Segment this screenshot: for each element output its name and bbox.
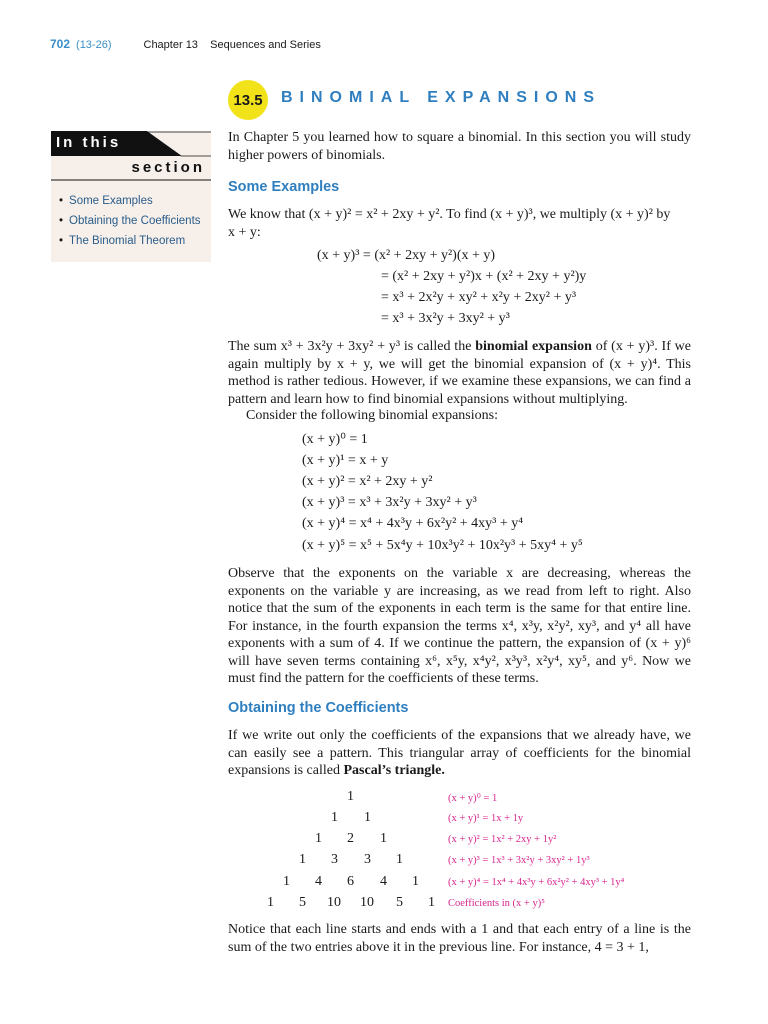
examples-paragraph-1 — [228, 206, 691, 241]
triangle-annotation: (x + y)⁴ = 1x⁴ + 4x³y + 6x²y² + 4xy³ + 1y⁴ — [448, 877, 625, 888]
triangle-entry: 10 — [360, 895, 374, 910]
expansion-0: (x + y)⁰ = 1 — [302, 432, 368, 447]
para2-text-pre: The sum x³ + 3x²y + 3xy² + y³ is called the — [228, 339, 476, 354]
triangle-entry: 1 — [364, 810, 371, 825]
sidebar-item-binomial-theorem[interactable]: • The Binomial Theorem — [59, 231, 201, 251]
heading-obtaining-coefficients: Obtaining the Coefficients — [228, 700, 409, 716]
triangle-entry: 1 — [315, 831, 322, 846]
derivation-line-4: = x³ + 3x²y + 3xy² + y³ — [381, 311, 510, 326]
expansion-1: (x + y)¹ = x + y — [302, 453, 389, 468]
sidebar-topic-list — [59, 191, 201, 251]
triangle-entry: 1 — [283, 874, 290, 889]
triangle-entry: 1 — [331, 810, 338, 825]
section-title: BINOMIAL EXPANSIONS — [281, 89, 601, 106]
triangle-entry: 1 — [267, 895, 274, 910]
chapter-label: Chapter 13 Sequences and Series — [143, 39, 321, 51]
triangle-entry: 1 — [412, 874, 419, 889]
sidebar-title-line1: In this — [56, 134, 122, 151]
derivation-line-2: = (x² + 2xy + y²)x + (x² + 2xy + y²)y — [381, 269, 587, 284]
expansion-4: (x + y)⁴ = x⁴ + 4x³y + 6x²y² + 4xy³ + y⁴ — [302, 516, 524, 531]
triangle-entry: 3 — [364, 852, 371, 867]
triangle-entry: 1 — [380, 831, 387, 846]
triangle-entry: 4 — [380, 874, 387, 889]
examples-paragraph-3: Consider the following binomial expansions: — [246, 408, 498, 423]
triangle-annotation: (x + y)³ = 1x³ + 3x²y + 3xy² + 1y³ — [448, 855, 590, 866]
triangle-entry: 1 — [347, 789, 354, 804]
triangle-annotation: (x + y)² = 1x² + 2xy + 1y² — [448, 834, 557, 845]
page-number: 702 — [50, 37, 71, 51]
term-pascals-triangle: Pascal’s triangle. — [343, 763, 445, 778]
sidebar-item-some-examples[interactable]: • Some Examples — [59, 191, 201, 211]
triangle-entry: 1 — [396, 852, 403, 867]
expansion-5: (x + y)⁵ = x⁵ + 5x⁴y + 10x³y² + 10x²y³ + 5xy⁴ + y⁵ — [302, 538, 583, 553]
derivation-line-3: = x³ + 2x²y + xy² + x²y + 2xy² + y³ — [381, 290, 577, 305]
sidebar-item-obtaining-coefficients[interactable]: • Obtaining the Coefficients — [59, 211, 201, 231]
triangle-entry: 4 — [315, 874, 322, 889]
intro-paragraph: In Chapter 5 you learned how to square a binomial. In this section you will study higher powers of binomials. — [228, 130, 691, 163]
triangle-entry: 1 — [299, 852, 306, 867]
triangle-entry: 5 — [299, 895, 306, 910]
triangle-entry: 10 — [327, 895, 341, 910]
examples-paragraph-2 — [228, 338, 691, 408]
triangle-annotation: (x + y)¹ = 1x + 1y — [448, 813, 524, 824]
examples-paragraph-4: Observe that the exponents on the variable x are decreasing, whereas the exponents on the variable y are increasing, as we read from left to right. Also notice that the sum of the exponents in each term is the same for that entire line. For instance, in the fourth expansion the terms x⁴, x³y, x²y², xy³, and y⁴ all have exponents with a sum of 4. If we continue the pattern, the expansion of (x + y)⁶ will have seven terms containing x⁶, x⁵y, x⁴y², x³y³, x²y⁴, xy⁵, and y⁶. Now we must find the pattern for the coefficients of these terms. — [228, 566, 691, 686]
section-number: 13.5 — [233, 91, 263, 109]
term-binomial-expansion: binomial expansion — [475, 339, 592, 354]
coefficients-paragraph-1 — [228, 727, 691, 780]
expansion-2: (x + y)² = x² + 2xy + y² — [302, 474, 433, 489]
para2-text-post: of (x + y)³. If we again multiply by x + y, we will get the binomial expansion of (x + y)⁴. This method is rather tedious. However, if we examine these expansions, we can find a pattern and learn how to find binomial expansions without multiplying. — [228, 339, 691, 407]
triangle-entry: 3 — [331, 852, 338, 867]
heading-some-examples: Some Examples — [228, 179, 340, 195]
triangle-entry: 6 — [347, 874, 354, 889]
in-this-section-sidebar — [51, 131, 211, 262]
coefficients-paragraph-2: Notice that each line starts and ends with a 1 and that each entry of a line is the sum of the two entries above it in the previous line. For instance, 4 = 3 + 1, — [228, 922, 691, 955]
examples-paragraph-1-line1: We know that (x + y)² = x² + 2xy + y². To find (x + y)³, we multiply (x + y)² by — [228, 207, 671, 222]
running-header — [50, 37, 321, 51]
triangle-entry: 5 — [396, 895, 403, 910]
triangle-entry: 1 — [428, 895, 435, 910]
sidebar-title-line2: section — [131, 159, 205, 176]
sidebar-header — [51, 131, 211, 181]
expansion-3: (x + y)³ = x³ + 3x²y + 3xy² + y³ — [302, 495, 477, 510]
triangle-annotation: Coefficients in (x + y)⁵ — [448, 898, 545, 909]
derivation-line-1: (x + y)³ = (x² + 2xy + y²)(x + y) — [317, 248, 496, 263]
section-number-badge — [228, 80, 268, 120]
triangle-annotation: (x + y)⁰ = 1 — [448, 793, 498, 804]
examples-paragraph-1-line2: x + y: — [228, 224, 261, 240]
coefficients-text-pre: If we write out only the coefficients of the expansions that we already have, we can easily see a pattern. This triangular array of coefficients for the binomial expansions is called — [228, 728, 691, 778]
triangle-entry: 2 — [347, 831, 354, 846]
page-range: (13-26) — [76, 39, 112, 51]
